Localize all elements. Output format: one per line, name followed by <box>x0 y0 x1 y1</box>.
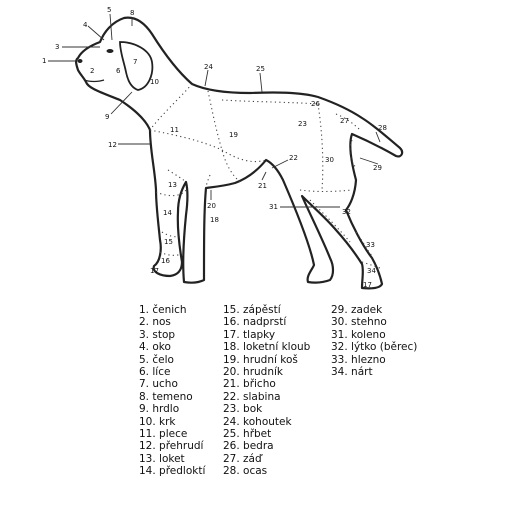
callout-label: 27 <box>340 117 349 125</box>
callout-label: 33 <box>366 241 375 249</box>
legend-item: 17. tlapky <box>223 328 276 341</box>
legend-item: 4. oko <box>139 341 171 354</box>
callout-label: 16 <box>161 257 170 265</box>
eye <box>107 49 114 53</box>
legend-item: 15. zápěstí <box>223 304 281 316</box>
legend-item: 20. hrudník <box>223 366 283 379</box>
legend-item: 33. hlezno <box>331 353 386 366</box>
legend-item: 14. předloktí <box>139 465 206 478</box>
callout-label: 17 <box>363 281 372 289</box>
callout-label: 5 <box>107 6 112 14</box>
nostril <box>78 59 83 63</box>
legend-item: 32. lýtko (běrec) <box>331 341 418 354</box>
legend-item: 19. hrudní koš <box>223 353 298 366</box>
callout-label: 10 <box>150 78 159 86</box>
callout-label: 13 <box>168 181 177 189</box>
legend-item: 31. koleno <box>331 328 386 341</box>
legend-item: 16. nadprstí <box>223 316 287 329</box>
dog-outline <box>76 18 402 289</box>
legend-item: 5. čelo <box>139 353 174 366</box>
callout-label: 29 <box>373 164 382 172</box>
legend-item: 27. záď <box>223 452 262 465</box>
callout-label: 25 <box>256 65 265 73</box>
callout-label: 19 <box>229 131 238 139</box>
callout-label: 7 <box>133 58 138 66</box>
legend-item: 9. hrdlo <box>139 403 180 416</box>
legend-item: 13. loket <box>139 452 185 465</box>
callout-label: 6 <box>116 67 121 75</box>
mouth-line <box>84 80 104 82</box>
legend-item: 24. kohoutek <box>223 415 292 428</box>
legend-item: 26. bedra <box>223 440 274 453</box>
callout-label: 11 <box>170 126 179 134</box>
legend-item: 30. stehno <box>331 316 387 329</box>
callout-label: 31 <box>269 203 278 211</box>
callout-label: 30 <box>325 156 334 164</box>
callout-label: 1 <box>42 57 47 65</box>
callout-label: 2 <box>90 67 95 75</box>
legend-item: 25. hřbet <box>223 428 272 441</box>
callout-label: 3 <box>55 43 60 51</box>
legend-item: 22. slabina <box>223 390 281 403</box>
legend-item: 3. stop <box>139 328 176 341</box>
legend-item: 28. ocas <box>223 465 268 478</box>
callout-label: 28 <box>378 124 387 132</box>
legend-column-1 <box>139 304 205 478</box>
legend-item: 2. nos <box>139 316 171 329</box>
legend-item: 18. loketní kloub <box>223 341 311 354</box>
legend-item: 10. krk <box>139 415 176 428</box>
legend-column-3 <box>331 304 417 378</box>
legend-item: 23. bok <box>223 403 263 416</box>
legend-item: 34. nárt <box>331 366 373 379</box>
legend-item: 7. ucho <box>139 378 178 391</box>
legend-item: 21. břicho <box>223 378 276 391</box>
callout-label: 20 <box>207 202 216 210</box>
legend-item: 12. přehrudí <box>139 440 204 453</box>
callout-label: 4 <box>83 21 88 29</box>
callout-labels <box>42 6 387 289</box>
callout-label: 26 <box>311 100 320 108</box>
callout-label: 17 <box>150 267 159 275</box>
callout-label: 22 <box>289 154 298 162</box>
callout-label: 23 <box>298 120 307 128</box>
legend-item: 1. čenich <box>139 304 187 316</box>
legend-item: 8. temeno <box>139 390 193 403</box>
legend-column-2 <box>223 304 310 478</box>
callout-label: 9 <box>105 113 110 121</box>
legend-item: 11. plece <box>139 428 188 441</box>
callout-label: 24 <box>204 63 213 71</box>
callout-label: 14 <box>163 209 172 217</box>
callout-label: 15 <box>164 238 173 246</box>
legend-item: 29. zadek <box>331 304 383 316</box>
callout-label: 34 <box>367 267 376 275</box>
legend-item: 6. líce <box>139 366 171 379</box>
callout-label: 21 <box>258 182 267 190</box>
callout-label: 12 <box>108 141 117 149</box>
callout-label: 18 <box>210 216 219 224</box>
ear-outline <box>120 42 152 90</box>
callout-label: 8 <box>130 9 135 17</box>
callout-label: 32 <box>342 208 351 216</box>
